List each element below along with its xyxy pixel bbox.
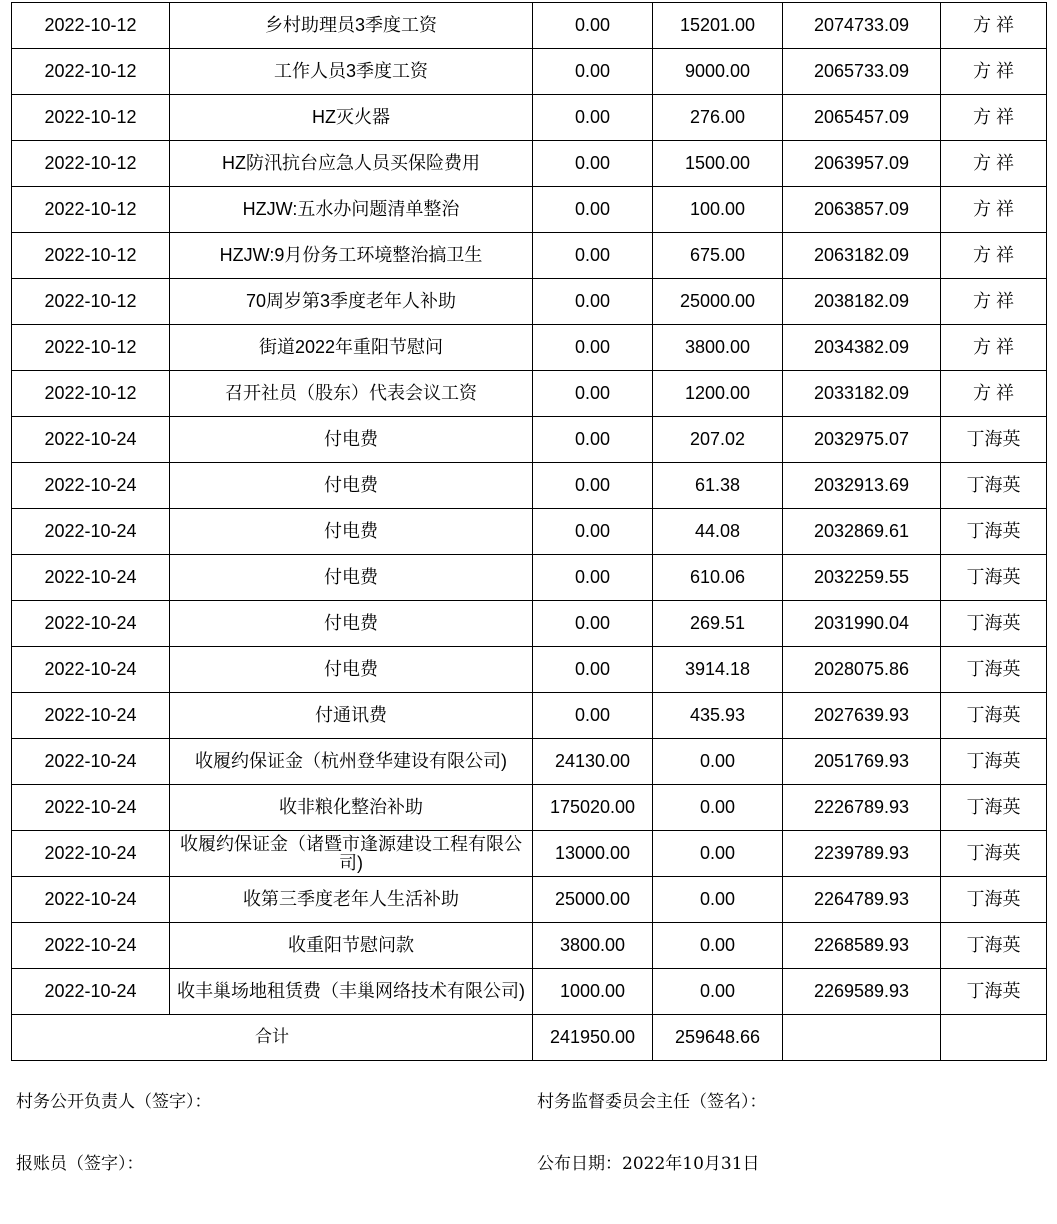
date-cell: 2022-10-24	[12, 601, 170, 647]
date-cell: 2022-10-24	[12, 785, 170, 831]
description-cell: HZ防汛抗台应急人员买保险费用	[170, 141, 533, 187]
description-cell: 付电费	[170, 601, 533, 647]
balance-cell: 2038182.09	[783, 279, 941, 325]
income-cell: 0.00	[533, 371, 653, 417]
expense-cell: 0.00	[653, 923, 783, 969]
description-cell: 收履约保证金（杭州登华建设有限公司)	[170, 739, 533, 785]
balance-cell: 2264789.93	[783, 877, 941, 923]
handler-cell: 方 祥	[941, 371, 1047, 417]
description-cell: 乡村助理员3季度工资	[170, 3, 533, 49]
table-row	[12, 49, 1047, 95]
description-cell: HZJW:9月份务工环境整治搞卫生	[170, 233, 533, 279]
table-row	[12, 233, 1047, 279]
date-cell: 2022-10-12	[12, 371, 170, 417]
expense-cell: 276.00	[653, 95, 783, 141]
table-row	[12, 463, 1047, 509]
balance-cell: 2034382.09	[783, 325, 941, 371]
handler-cell: 丁海英	[941, 923, 1047, 969]
expense-cell: 1500.00	[653, 141, 783, 187]
income-cell: 175020.00	[533, 785, 653, 831]
income-cell: 0.00	[533, 601, 653, 647]
table-row	[12, 555, 1047, 601]
expense-cell: 100.00	[653, 187, 783, 233]
table-row	[12, 325, 1047, 371]
handler-cell: 丁海英	[941, 831, 1047, 877]
expense-cell: 0.00	[653, 877, 783, 923]
expense-cell: 675.00	[653, 233, 783, 279]
expense-cell: 25000.00	[653, 279, 783, 325]
table-row	[12, 417, 1047, 463]
income-cell: 0.00	[533, 417, 653, 463]
balance-cell: 2065733.09	[783, 49, 941, 95]
description-cell: 收丰巢场地租赁费（丰巢网络技术有限公司)	[170, 969, 533, 1015]
income-cell: 0.00	[533, 233, 653, 279]
handler-cell: 丁海英	[941, 417, 1047, 463]
balance-cell: 2065457.09	[783, 95, 941, 141]
date-cell: 2022-10-24	[12, 739, 170, 785]
expense-cell: 15201.00	[653, 3, 783, 49]
description-cell: 收履约保证金（诸暨市逢源建设工程有限公司)	[170, 831, 533, 877]
date-cell: 2022-10-24	[12, 877, 170, 923]
expense-cell: 61.38	[653, 463, 783, 509]
total-handler-empty	[941, 1015, 1047, 1061]
handler-cell: 方 祥	[941, 95, 1047, 141]
table-row	[12, 831, 1047, 877]
income-cell: 1000.00	[533, 969, 653, 1015]
table-row	[12, 601, 1047, 647]
income-cell: 0.00	[533, 141, 653, 187]
table-row	[12, 693, 1047, 739]
total-row	[12, 1015, 1047, 1061]
total-balance-empty	[783, 1015, 941, 1061]
date-cell: 2022-10-24	[12, 417, 170, 463]
description-cell: 付电费	[170, 509, 533, 555]
description-cell: 付电费	[170, 647, 533, 693]
handler-cell: 方 祥	[941, 233, 1047, 279]
balance-cell: 2269589.93	[783, 969, 941, 1015]
supervisory-director-signature-label: 村务监督委员会主任（签名）：	[537, 1092, 767, 1112]
income-cell: 0.00	[533, 325, 653, 371]
handler-cell: 丁海英	[941, 555, 1047, 601]
description-cell: 收第三季度老年人生活补助	[170, 877, 533, 923]
expense-cell: 207.02	[653, 417, 783, 463]
income-cell: 0.00	[533, 95, 653, 141]
handler-cell: 丁海英	[941, 693, 1047, 739]
total-expense: 259648.66	[653, 1015, 783, 1061]
balance-cell: 2063857.09	[783, 187, 941, 233]
handler-cell: 丁海英	[941, 463, 1047, 509]
date-cell: 2022-10-12	[12, 233, 170, 279]
date-cell: 2022-10-24	[12, 923, 170, 969]
table-row	[12, 923, 1047, 969]
date-cell: 2022-10-12	[12, 141, 170, 187]
table-row	[12, 877, 1047, 923]
expense-cell: 435.93	[653, 693, 783, 739]
balance-cell: 2239789.93	[783, 831, 941, 877]
publish-date: 公布日期：2022年10月31日	[537, 1154, 760, 1174]
income-cell: 0.00	[533, 463, 653, 509]
expense-cell: 0.00	[653, 785, 783, 831]
income-cell: 25000.00	[533, 877, 653, 923]
income-cell: 13000.00	[533, 831, 653, 877]
table-row	[12, 95, 1047, 141]
handler-cell: 方 祥	[941, 325, 1047, 371]
expense-cell: 9000.00	[653, 49, 783, 95]
table-row	[12, 279, 1047, 325]
date-cell: 2022-10-12	[12, 49, 170, 95]
accountant-signature-label: 报账员（签字）：	[16, 1154, 144, 1174]
expense-cell: 3914.18	[653, 647, 783, 693]
table-row	[12, 371, 1047, 417]
handler-cell: 丁海英	[941, 877, 1047, 923]
table-row	[12, 785, 1047, 831]
balance-cell: 2031990.04	[783, 601, 941, 647]
date-cell: 2022-10-24	[12, 693, 170, 739]
table-row	[12, 969, 1047, 1015]
ledger-table	[11, 2, 1047, 1061]
date-cell: 2022-10-24	[12, 647, 170, 693]
description-cell: 收重阳节慰问款	[170, 923, 533, 969]
handler-cell: 方 祥	[941, 279, 1047, 325]
handler-cell: 丁海英	[941, 509, 1047, 555]
expense-cell: 0.00	[653, 969, 783, 1015]
description-cell: 街道2022年重阳节慰问	[170, 325, 533, 371]
balance-cell: 2051769.93	[783, 739, 941, 785]
balance-cell: 2063182.09	[783, 233, 941, 279]
date-cell: 2022-10-12	[12, 3, 170, 49]
date-cell: 2022-10-24	[12, 463, 170, 509]
handler-cell: 丁海英	[941, 969, 1047, 1015]
date-cell: 2022-10-24	[12, 969, 170, 1015]
handler-cell: 丁海英	[941, 739, 1047, 785]
description-cell: 70周岁第3季度老年人补助	[170, 279, 533, 325]
handler-cell: 丁海英	[941, 601, 1047, 647]
income-cell: 0.00	[533, 647, 653, 693]
table-row	[12, 187, 1047, 233]
handler-cell: 方 祥	[941, 3, 1047, 49]
balance-cell: 2028075.86	[783, 647, 941, 693]
balance-cell: 2032259.55	[783, 555, 941, 601]
date-cell: 2022-10-12	[12, 279, 170, 325]
description-cell: 付电费	[170, 463, 533, 509]
income-cell: 0.00	[533, 3, 653, 49]
expense-cell: 0.00	[653, 739, 783, 785]
publicity-head-signature-label: 村务公开负责人（签字）：	[16, 1092, 212, 1112]
balance-cell: 2226789.93	[783, 785, 941, 831]
balance-cell: 2033182.09	[783, 371, 941, 417]
table-row	[12, 739, 1047, 785]
description-cell: 收非粮化整治补助	[170, 785, 533, 831]
balance-cell: 2032975.07	[783, 417, 941, 463]
handler-cell: 方 祥	[941, 141, 1047, 187]
expense-cell: 44.08	[653, 509, 783, 555]
date-cell: 2022-10-24	[12, 555, 170, 601]
date-cell: 2022-10-12	[12, 95, 170, 141]
table-row	[12, 3, 1047, 49]
expense-cell: 269.51	[653, 601, 783, 647]
handler-cell: 方 祥	[941, 49, 1047, 95]
income-cell: 0.00	[533, 187, 653, 233]
table-row	[12, 141, 1047, 187]
total-income: 241950.00	[533, 1015, 653, 1061]
balance-cell: 2032913.69	[783, 463, 941, 509]
handler-cell: 方 祥	[941, 187, 1047, 233]
date-cell: 2022-10-24	[12, 509, 170, 555]
expense-cell: 610.06	[653, 555, 783, 601]
expense-cell: 1200.00	[653, 371, 783, 417]
balance-cell: 2027639.93	[783, 693, 941, 739]
date-cell: 2022-10-12	[12, 187, 170, 233]
expense-cell: 0.00	[653, 831, 783, 877]
description-cell: HZ灭火器	[170, 95, 533, 141]
income-cell: 3800.00	[533, 923, 653, 969]
balance-cell: 2268589.93	[783, 923, 941, 969]
table-row	[12, 509, 1047, 555]
date-cell: 2022-10-12	[12, 325, 170, 371]
ledger-body	[12, 3, 1047, 1061]
date-cell: 2022-10-24	[12, 831, 170, 877]
table-row	[12, 647, 1047, 693]
balance-cell: 2032869.61	[783, 509, 941, 555]
description-cell: 付电费	[170, 417, 533, 463]
description-cell: 付通讯费	[170, 693, 533, 739]
description-cell: 工作人员3季度工资	[170, 49, 533, 95]
balance-cell: 2063957.09	[783, 141, 941, 187]
expense-cell: 3800.00	[653, 325, 783, 371]
income-cell: 0.00	[533, 555, 653, 601]
income-cell: 0.00	[533, 693, 653, 739]
income-cell: 0.00	[533, 279, 653, 325]
handler-cell: 丁海英	[941, 785, 1047, 831]
description-cell: 付电费	[170, 555, 533, 601]
income-cell: 24130.00	[533, 739, 653, 785]
income-cell: 0.00	[533, 49, 653, 95]
income-cell: 0.00	[533, 509, 653, 555]
total-label: 合计	[12, 1015, 533, 1061]
balance-cell: 2074733.09	[783, 3, 941, 49]
description-cell: 召开社员（股东）代表会议工资	[170, 371, 533, 417]
description-cell: HZJW:五水办问题清单整治	[170, 187, 533, 233]
handler-cell: 丁海英	[941, 647, 1047, 693]
